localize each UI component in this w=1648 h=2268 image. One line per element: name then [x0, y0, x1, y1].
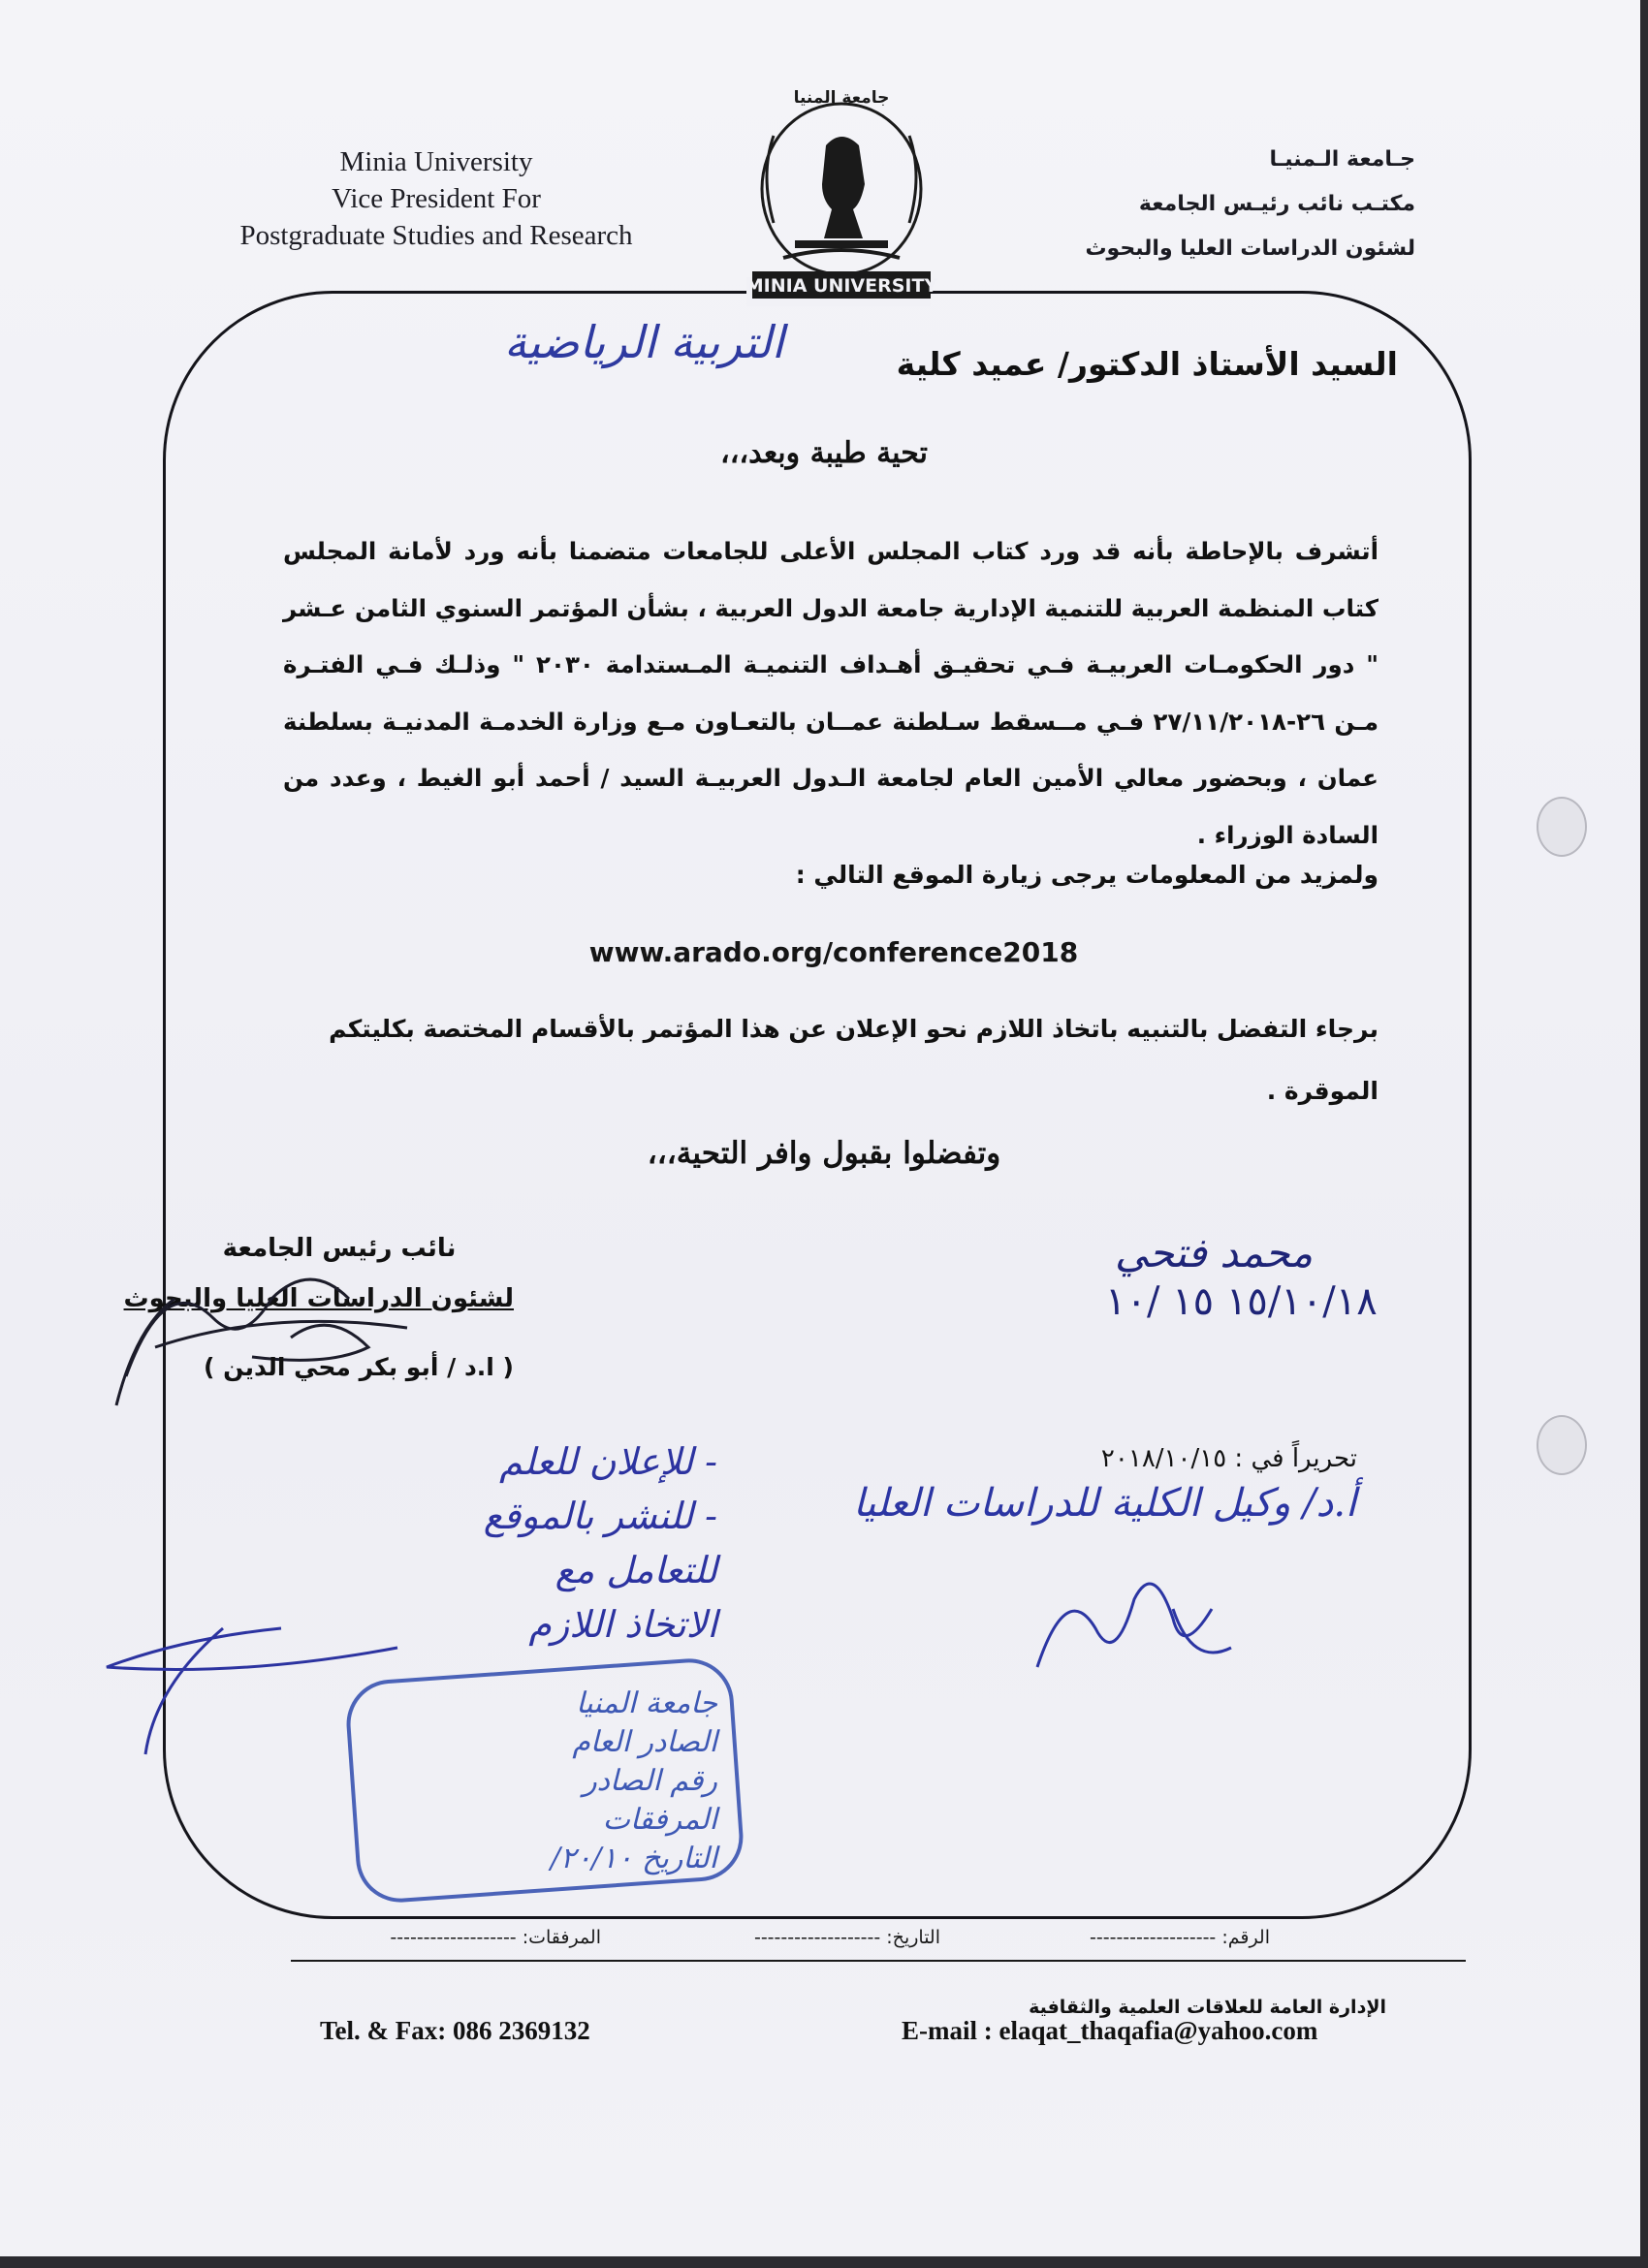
stamp-line: جامعة المنيا	[576, 1686, 717, 1720]
punch-hole	[1537, 1415, 1587, 1475]
footer-department: الإدارة العامة للعلاقات العلمية والثقافية	[1029, 1997, 1386, 2018]
handwritten-dates: ١٥/١٠/١٨ ١٥ /١٠	[1105, 1279, 1378, 1324]
university-name-ar: جـامعة الـمنيـا	[1269, 147, 1415, 172]
stamp-line: رقم الصادر	[583, 1764, 717, 1798]
note-line: - للنشر بالموقع	[483, 1495, 717, 1537]
signatory-name: ( ا.د / أبو بكر محي الدين )	[204, 1353, 514, 1381]
handwritten-faculty: التربية الرياضية	[504, 316, 784, 368]
reference-fields	[291, 1927, 1270, 1960]
stamp-line: الصادر العام	[572, 1725, 717, 1759]
more-info-line: ولمزيد من المعلومات يرجى زيارة الموقع التالي :	[795, 861, 1379, 889]
office-title-ar: مكتـب نائب رئيـس الجامعة	[1138, 192, 1415, 216]
note-line: الاتخاذ اللازم	[528, 1603, 717, 1646]
note-line: للتعامل مع	[555, 1549, 717, 1591]
greeting: تحية طيبة وبعد،،،	[720, 436, 928, 470]
signature-title-line2: لشئون الدراسات العليا والبحوث	[123, 1284, 514, 1313]
footer-email: E-mail : elaqat_thaqafia@yahoo.com	[902, 2016, 1318, 2045]
stamp-line: التاريخ ٢٠/١٠/	[550, 1842, 717, 1875]
logo-arabic-arc: جامعة المنيا	[793, 88, 890, 108]
note-line: - للإعلان للعلم	[499, 1440, 717, 1483]
office-title-en: Vice President For	[332, 183, 541, 214]
reference-divider	[291, 1960, 1466, 1962]
ref-date: التاريخ: -------------------	[753, 1927, 940, 1948]
request-paragraph: برجاء التفضل بالتنبيه باتخاذ اللازم نحو الإعلان عن هذا المؤتمر بالأقسام المختصة بكليتكم الموقرة .	[329, 1015, 1379, 1105]
closing-line: وتفضلوا بقبول وافر التحية،،،	[647, 1136, 1001, 1171]
vice-dean-signature	[1028, 1551, 1260, 1696]
scan-edge-bottom	[0, 2256, 1648, 2268]
handwritten-vice-dean: أ.د/ وكيل الكلية للدراسات العليا	[853, 1481, 1357, 1526]
logo-caption: MINIA UNIVERSITY	[745, 275, 938, 297]
header-arabic	[911, 138, 1415, 271]
handwritten-recipient: محمد فتحي	[1115, 1229, 1314, 1276]
signature-title-line1: نائب رئيس الجامعة	[222, 1234, 457, 1263]
signature-scribble	[97, 1260, 504, 1415]
scan-edge	[1640, 0, 1648, 2268]
conference-url: www.arado.org/conference2018	[588, 936, 1079, 968]
university-logo	[745, 68, 938, 310]
footer-tel: Tel. & Fax: 086 2369132	[320, 2016, 590, 2045]
stamp-line: المرفقات	[602, 1803, 717, 1837]
punch-hole	[1537, 797, 1587, 857]
ref-number: الرقم: -------------------	[1090, 1927, 1270, 1948]
ref-attachments: المرفقات: -------------------	[390, 1927, 601, 1948]
office-subtitle-en: Postgraduate Studies and Research	[239, 220, 633, 251]
stamp-text	[368, 1685, 717, 1878]
addressee-line: السيد الأستاذ الدكتور/ عميد كلية	[896, 345, 1398, 383]
office-subtitle-ar: لشئون الدراسات العليا والبحوث	[1085, 236, 1415, 261]
letter-body	[283, 523, 1379, 864]
written-date: تحريراً في : ٢٠١٨/١٠/١٥	[1100, 1444, 1357, 1473]
university-name-en: Minia University	[339, 146, 533, 177]
body-paragraph: أتشرف بالإحاطة بأنه قد ورد كتاب المجلس الأعلى للجامعات متضمنا بأنه ورد لأمانة المجلس كتاب المنظمة العربية للتنمية الإدارية جامعة الدول العربية ، بشأن المؤتمر السنوي الثامن عـشر " دور الحكومـات العربيـة فـي تحقيـق أهـداف التنميـة المـستدامة ٢٠٣٠ " وذلـك فـي الفتـرة مـن ٢٦-٢٧/١١/٢٠١٨ فـي مــسقط سـلطنة عمــان بالتعـاون مـع وزارة الخدمـة المدنيـة بسلطنة عمان ، وبحضور معالي الأمين العام لجامعة الـدول العربيـة السيد / أحمد أبو الغيط ، وعدد من السادة الوزراء .	[283, 537, 1379, 849]
header-english	[194, 143, 679, 254]
